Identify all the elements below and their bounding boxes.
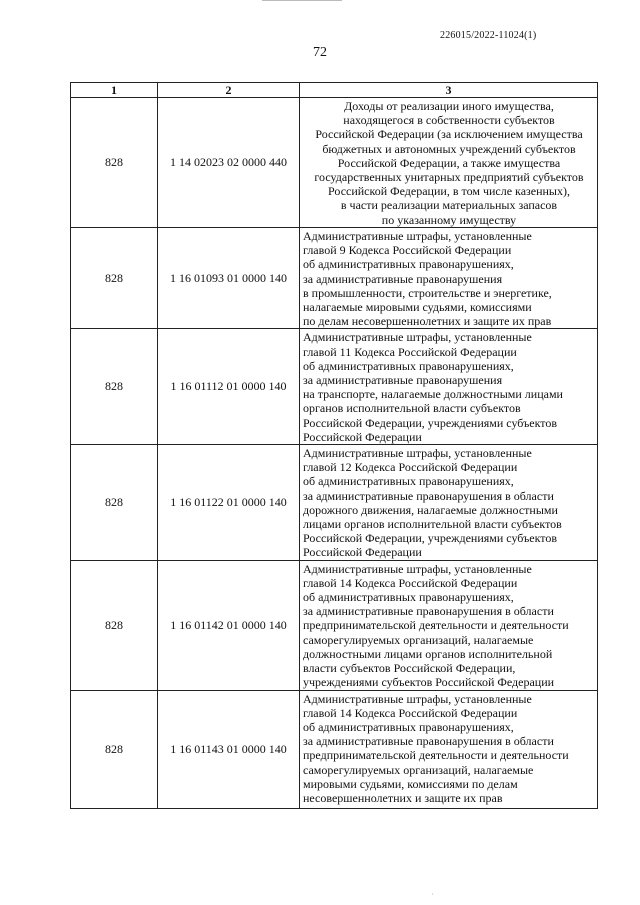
admin-code-cell: 828 xyxy=(71,329,158,445)
table-row xyxy=(71,560,598,690)
kbk-code-cell: 1 16 01143 01 0000 140 xyxy=(158,690,300,808)
kbk-code-cell: 1 16 01122 01 0000 140 xyxy=(158,445,300,561)
document-number: 226015/2022-11024(1) xyxy=(440,30,537,41)
kbk-code-cell: 1 16 01112 01 0000 140 xyxy=(158,329,300,445)
kbk-code-cell: 1 14 02023 02 0000 440 xyxy=(158,98,300,228)
description-cell: Доходы от реализации иного имущества, находящегося в собственности субъектов Российской Федерации (за исключением имущества бюджетных и автономных учреждений субъектов Российской Федерации, а также имущества государственных унитарных предприятий субъектов Российской Федерации, в том числе казенных), в части реализации материальных запасов по указанному имуществу xyxy=(300,98,598,228)
admin-code-cell: 828 xyxy=(71,445,158,561)
kbk-code-cell: 1 16 01142 01 0000 140 xyxy=(158,560,300,690)
table-row xyxy=(71,329,598,445)
column-header-2: 2 xyxy=(158,83,300,98)
scan-top-mark xyxy=(262,0,342,4)
table-header-row xyxy=(71,83,598,98)
table-row xyxy=(71,690,598,808)
page-number: 72 xyxy=(313,45,327,60)
description-cell: Административные штрафы, установленные главой 12 Кодекса Российской Федерации об административных правонарушениях, за административные правонарушения в области дорожного движения, налагаемые должностными лицами органов исполнительной власти субъектов Российской Федерации, учреждениями субъектов Российской Федерации xyxy=(300,445,598,561)
admin-code-cell: 828 xyxy=(71,98,158,228)
column-header-3: 3 xyxy=(300,83,598,98)
description-cell: Административные штрафы, установленные главой 14 Кодекса Российской Федерации об административных правонарушениях, за административные правонарушения в области предпринимательской деятельности и деятельности саморегулируемых организаций, налагаемые мировыми судьями, комиссиями по делам несовершеннолетних и защите их прав xyxy=(300,690,598,808)
admin-code-cell: 828 xyxy=(71,560,158,690)
table-row xyxy=(71,228,598,329)
kbk-code-cell: 1 16 01093 01 0000 140 xyxy=(158,228,300,329)
table-row xyxy=(71,98,598,228)
description-cell: Административные штрафы, установленные главой 9 Кодекса Российской Федерации об административных правонарушениях, за административные правонарушения в промышленности, строительстве и энергетике, налагаемые мировыми судьями, комиссиями по делам несовершеннолетних и защите их прав xyxy=(300,228,598,329)
scan-speck: · xyxy=(431,890,434,899)
description-cell: Административные штрафы, установленные главой 14 Кодекса Российской Федерации об административных правонарушениях, за административные правонарушения в области предпринимательской деятельности и деятельности саморегулируемых организаций, налагаемые должностными лицами органов исполнительной власти субъектов Российской Федерации, учреждениями субъектов Российской Федерации xyxy=(300,560,598,690)
revenue-codes-table xyxy=(70,82,598,809)
column-header-1: 1 xyxy=(71,83,158,98)
admin-code-cell: 828 xyxy=(71,690,158,808)
description-cell: Административные штрафы, установленные главой 11 Кодекса Российской Федерации об административных правонарушениях, за административные правонарушения на транспорте, налагаемые должностными лицами органов исполнительной власти субъектов Российской Федерации, учреждениями субъектов Российской Федерации xyxy=(300,329,598,445)
admin-code-cell: 828 xyxy=(71,228,158,329)
table-row xyxy=(71,445,598,561)
